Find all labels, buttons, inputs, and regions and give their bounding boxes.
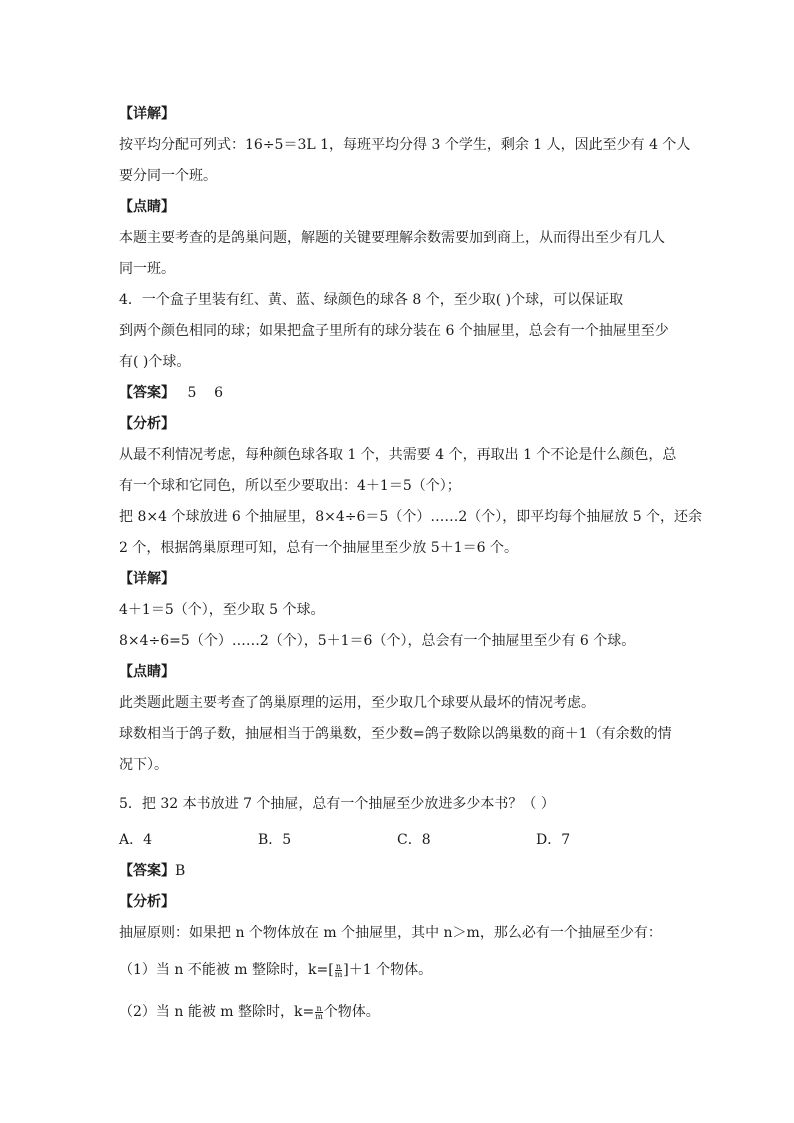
fraction-numerator: n [316, 1003, 322, 1013]
fraction-n-over-m [335, 963, 343, 978]
detail-line-2: 8×4÷6=5（个）……2（个），5＋1＝6（个），总会有一个抽屉里至少有 6 个球。 [119, 633, 636, 649]
point-line-3: 况下）。 [119, 757, 168, 773]
fraction-denominator: m [334, 969, 343, 979]
question-4-stem-line-3: 有( )个球。 [119, 354, 191, 370]
analysis-line-1: 从最不利情况考虑，每种颜色球各取 1 个，共需要 4 个，再取出 1 个不论是什么颜色，总 [119, 447, 677, 463]
question-5-stem: 5．把 32 本书放进 7 个抽屉，总有一个抽屉至少放进多少本书？（ ） [119, 796, 555, 812]
answer-values: 5 6 [187, 385, 224, 401]
analysis-heading: 【分析】 [119, 416, 175, 432]
answer-heading: 【答案】 [119, 863, 175, 879]
case-1-line [119, 960, 432, 980]
detail-text: 按平均分配可列式：16÷5＝3L 1，每班平均分得 3 个学生，剩余 1 人，因此至少有 4 个人 [119, 137, 691, 153]
fraction-n-over-m [315, 1005, 323, 1020]
option-b: B．5 [258, 832, 292, 848]
principle-text: 抽屉原则：如果把 n 个物体放在 m 个抽屉里，其中 n＞m，那么必有一个抽屉至少有： [119, 925, 662, 941]
point-heading: 【点睛】 [119, 664, 175, 680]
question-4-answer-row [119, 383, 223, 403]
detail-heading: 【详解】 [119, 106, 175, 122]
question-4-stem-line-2: 到两个颜色相同的球；如果把盒子里所有的球分装在 6 个抽屉里，总会有一个抽屉里至少 [119, 323, 669, 339]
option-d: D．7 [536, 832, 571, 848]
analysis-line-2: 有一个球和它同色，所以至少要取出：4＋1＝5（个）； [119, 478, 461, 494]
point-line-1: 此类题此题主要考查了鸽巢原理的运用，至少取几个球要从最坏的情况考虑。 [119, 695, 595, 711]
point-text-continued: 同一班。 [119, 261, 175, 277]
point-line-2: 球数相当于鸽子数，抽屉相当于鸽巢数，至少数=鸽子数除以鸽巢数的商＋1（有余数的情 [119, 726, 672, 742]
analysis-line-3: 把 8×4 个球放进 6 个抽屉里，8×4÷6＝5（个）……2（个），即平均每个抽屉放 5 个，还余 [119, 509, 703, 525]
case-1-suffix: ]＋1 个物体。 [343, 962, 433, 978]
point-heading: 【点睛】 [119, 199, 175, 215]
fraction-numerator: n [335, 961, 342, 971]
analysis-heading: 【分析】 [119, 894, 175, 910]
answer-heading: 【答案】 [119, 385, 175, 401]
point-text: 本题主要考查的是鸽巢问题，解题的关键要理解余数需要加到商上，从而得出至少有几人 [119, 230, 665, 246]
question-5-answer-row [119, 861, 185, 881]
question-4-stem-line-1: 4．一个盒子里装有红、黄、蓝、绿颜色的球各 8 个，至少取( )个球，可以保证取 [119, 292, 624, 308]
detail-line-1: 4＋1＝5（个），至少取 5 个球。 [119, 602, 325, 618]
option-a: A．4 [119, 832, 153, 848]
case-2-suffix: 个物体。 [323, 1004, 380, 1020]
detail-heading: 【详解】 [119, 571, 175, 587]
case-2-prefix: （2）当 n 能被 m 整除时，k= [119, 1004, 315, 1020]
case-1-prefix: （1）当 n 不能被 m 整除时，k=[ [119, 962, 334, 978]
case-2-line [119, 1002, 380, 1022]
option-c: C．8 [397, 832, 431, 848]
detail-text-continued: 要分同一个班。 [119, 168, 217, 184]
analysis-line-4: 2 个，根据鸽巢原理可知，总有一个抽屉里至少放 5＋1＝6 个。 [119, 540, 518, 556]
fraction-denominator: m [315, 1011, 323, 1021]
answer-value: B [175, 863, 186, 879]
